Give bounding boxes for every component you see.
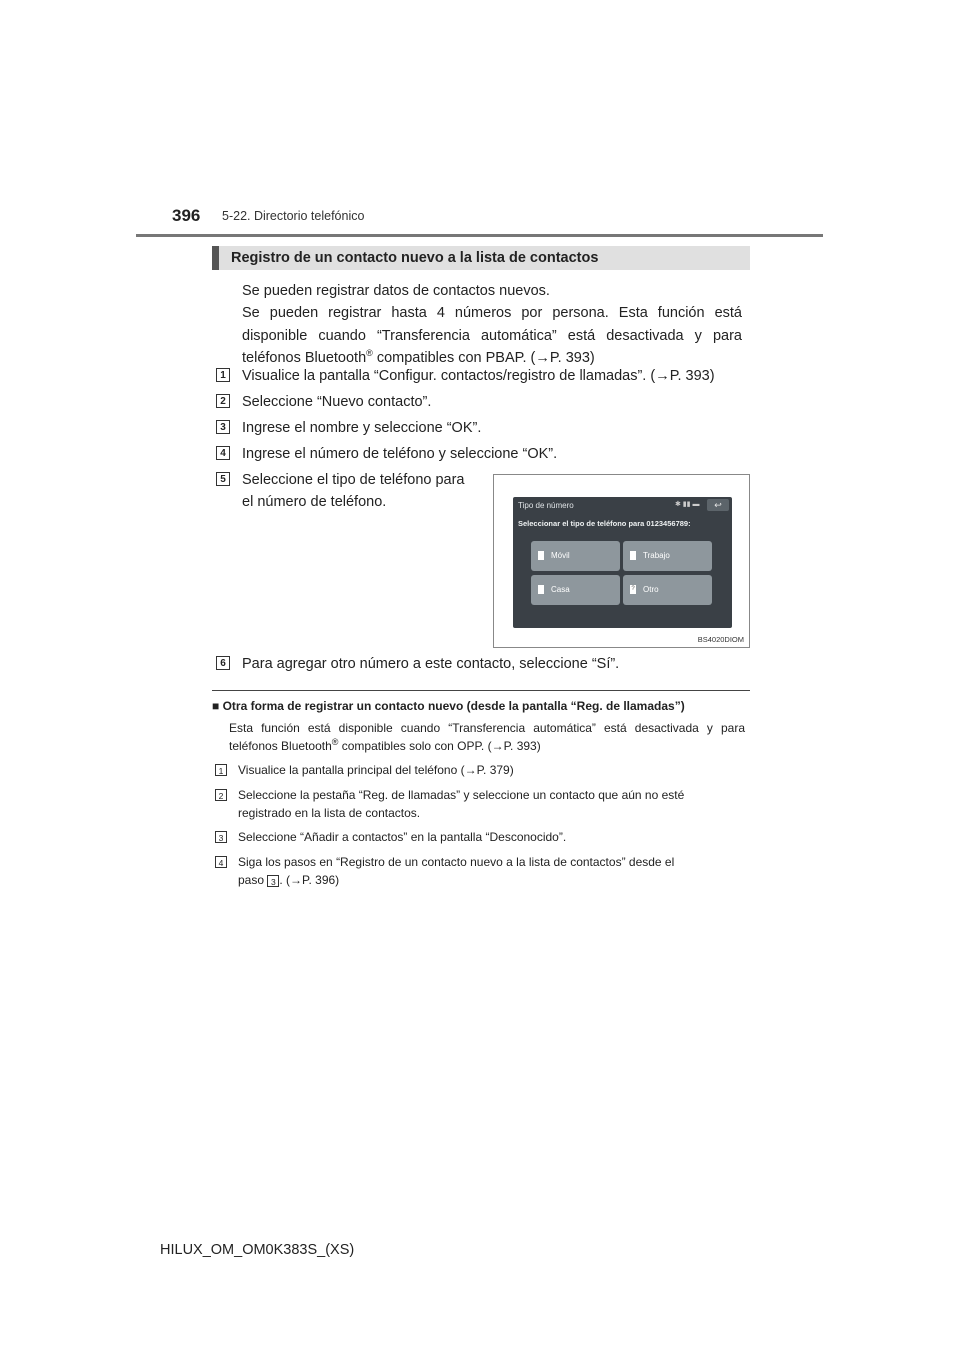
step-text-1: Visualice la pantalla “Configur. contactos/registro de llamadas”. (→P. 393) [242, 368, 715, 384]
status-icons: ✱ ▮▮ ▬ [675, 501, 700, 508]
screen-subtitle: Seleccionar el tipo de teléfono para 0123456789: [518, 519, 691, 528]
sub-step-text-1: Visualice la pantalla principal del teléfono (→P. 379) [238, 763, 514, 777]
registered-mark: ® [366, 348, 373, 359]
paso-text: paso [238, 873, 268, 887]
work-button[interactable] [623, 541, 712, 571]
footer-code: HILUX_OM_OM0K383S_(XS) [160, 1242, 355, 1258]
intro-line-1: Se pueden registrar datos de contactos nuevos. [242, 283, 550, 299]
sub-step-number-4: 4 [215, 856, 227, 868]
section-intro [242, 280, 742, 369]
mobile-label: Móvil [551, 551, 570, 560]
step-text-3: Ingrese el nombre y seleccione “OK”. [242, 420, 482, 436]
step-number-1: 1 [216, 368, 230, 382]
step-number-2: 2 [216, 394, 230, 408]
home-label: Casa [551, 585, 570, 594]
home-button[interactable] [531, 575, 620, 605]
intro-paragraph-2 [242, 302, 742, 369]
subsection-intro [229, 719, 745, 755]
sub-step-text-3: Seleccione “Añadir a contactos” en la pantalla “Desconocido”. [238, 830, 567, 844]
screen-figure [493, 474, 750, 648]
back-icon[interactable]: ↩ [707, 499, 729, 511]
intro-text-b: compatibles con PBAP. (→P. 393) [372, 349, 595, 366]
step-number-3: 3 [216, 420, 230, 434]
paso-ref-text: . (→P. 396) [279, 873, 340, 887]
chapter-title: 5-22. Directorio telefónico [222, 209, 365, 223]
sub-step-number-1: 1 [215, 764, 227, 776]
briefcase-icon [630, 551, 636, 560]
other-button[interactable] [623, 575, 712, 605]
step-number-5: 5 [216, 472, 230, 486]
other-label: Otro [643, 585, 659, 594]
sub-step-number-3: 3 [215, 831, 227, 843]
registered-mark-2: ® [331, 737, 339, 747]
step-text-6: Para agregar otro número a este contacto, seleccione “Sí”. [242, 656, 620, 672]
page-number: 396 [172, 206, 201, 225]
display-screen [513, 497, 732, 628]
step-number-6: 6 [216, 656, 230, 670]
sub-step-text-2a: Seleccione la pestaña “Reg. de llamadas” y seleccione un contacto que aún no esté [238, 788, 685, 802]
figure-code: BS4020DIOM [697, 635, 744, 644]
house-icon [538, 585, 544, 594]
header-rule [136, 234, 823, 237]
step-text-5a: Seleccione el tipo de teléfono para [242, 472, 465, 488]
sub-step-number-2: 2 [215, 789, 227, 801]
question-icon: ? [631, 586, 635, 592]
sub-intro-a: Esta función está disponible cuando “Transferencia automática” está desactivada y para teléfonos Bluetooth [229, 721, 745, 753]
work-label: Trabajo [643, 551, 670, 560]
mobile-icon [538, 551, 544, 560]
screen-title: Tipo de número [518, 501, 574, 510]
section-heading: Registro de un contacto nuevo a la lista de contactos [212, 246, 750, 270]
step-text-4: Ingrese el número de teléfono y seleccione “OK”. [242, 446, 558, 462]
step-number-4: 4 [216, 446, 230, 460]
sub-step-text-4b [238, 871, 339, 889]
sub-step-text-4a: Siga los pasos en “Registro de un contacto nuevo a la lista de contactos” desde el [238, 855, 675, 869]
sub-step-text-2b: registrado en la lista de contactos. [238, 806, 421, 820]
step-text-5b: el número de teléfono. [242, 494, 387, 510]
intro-text-a: Se pueden registrar hasta 4 números por persona. Esta función está disponible cuando “Transferencia automática” está desactivada y para teléfonos Bluetooth [242, 305, 742, 366]
step-text-2: Seleccione “Nuevo contacto”. [242, 394, 432, 410]
subsection-heading: ■ Otra forma de registrar un contacto nuevo (desde la pantalla “Reg. de llamadas”) [212, 699, 685, 713]
mobile-button[interactable] [531, 541, 620, 571]
sub-intro-b: compatibles solo con OPP. (→P. 393) [338, 739, 541, 753]
subsection-divider [212, 690, 750, 691]
inline-step-ref: 3 [267, 875, 279, 887]
